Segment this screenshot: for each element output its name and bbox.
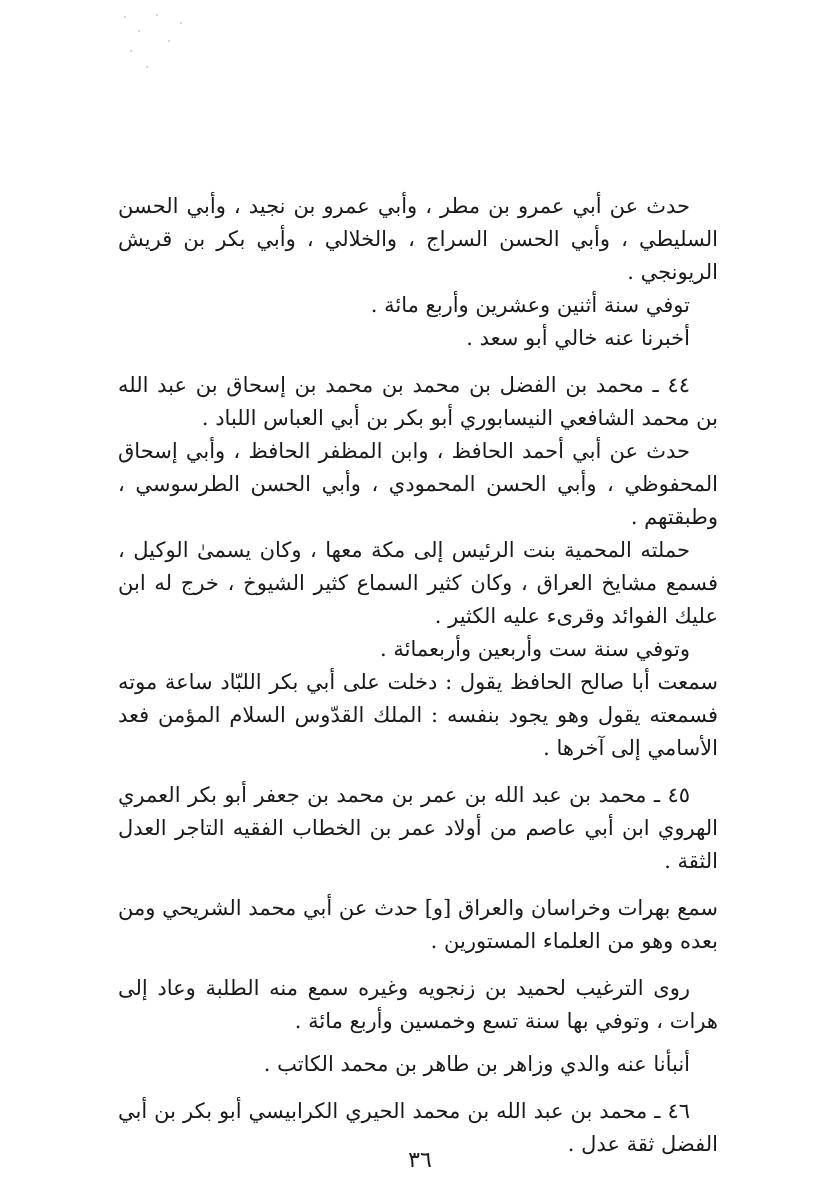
scan-specks	[120, 10, 190, 80]
page-number: ٣٦	[408, 1148, 432, 1173]
entry-46-heading: ٤٦ ـ محمد بن عبد الله بن محمد الحيري الكرابيسي أبو بكر بن أبي الفضل ثقة عدل .	[118, 1099, 718, 1156]
entry-45-heading: ٤٥ ـ محمد بن عبد الله بن عمر بن محمد بن جعفر أبو بكر العمري الهروي ابن أبي عاصم من أولاد عمر بن الخطاب الفقيه التاجر العدل الثقة .	[118, 783, 718, 873]
paragraph-anecdote-44: سمعت أبا صالح الحافظ يقول : دخلت على أبي بكر اللبّاد ساعة موته فسمعته يقول وهو يجود بنفسه : الملك القدّوس السلام المؤمن فعد الأسامي إلى آخرها .	[118, 670, 718, 760]
paragraph-death-1: توفي سنة أثنين وعشرين وأربع مائة .	[370, 293, 690, 317]
paragraph-transmission-45: روى الترغيب لحميد بن زنجويه وغيره سمع منه الطلبة وعاد إلى هرات ، وتوفي بها سنة تسع وخمسين وأربع مائة .	[118, 976, 718, 1033]
paragraph-travel-44: حملته المحمية بنت الرئيس إلى مكة معها ، وكان يسمىٰ الوكيل ، فسمع مشايخ العراق ، وكان كثير السماع كثير الشيوخ ، خرج له ابن عليك الفوائد وقرىء عليه الكثير .	[118, 538, 718, 628]
paragraph-informed-1: أخبرنا عنه خالي أبو سعد .	[466, 326, 690, 350]
paragraph-narration-1: حدث عن أبي عمرو بن مطر ، وأبي عمرو بن نجيد ، وأبي الحسن السليطي ، وأبي الحسن السراج ، والخلالي ، وأبي بكر بن قريش الريونجي .	[118, 194, 718, 284]
body-text	[118, 190, 718, 1161]
paragraph-narration-45: سمع بهرات وخراسان والعراق [و] حدث عن أبي محمد الشريحي ومن بعده وهو من العلماء المستورين .	[118, 896, 718, 953]
paragraph-informed-45: أنبأنا عنه والدي وزاهر بن طاهر بن محمد الكاتب .	[263, 1052, 690, 1076]
paragraph-narration-44: حدث عن أبي أحمد الحافظ ، وابن المظفر الحافظ ، وأبي إسحاق المحفوظي ، وأبي الحسن المحمودي ، وأبي الحسن الطرسوسي ، وطبقتهم .	[118, 439, 718, 529]
paragraph-death-44: وتوفي سنة ست وأربعين وأربعمائة .	[380, 637, 690, 661]
entry-44-heading: ٤٤ ـ محمد بن الفضل بن محمد بن محمد بن إسحاق بن عبد الله بن محمد الشافعي النيسابوري أبو بكر بن أبي العباس اللباد .	[118, 373, 718, 430]
